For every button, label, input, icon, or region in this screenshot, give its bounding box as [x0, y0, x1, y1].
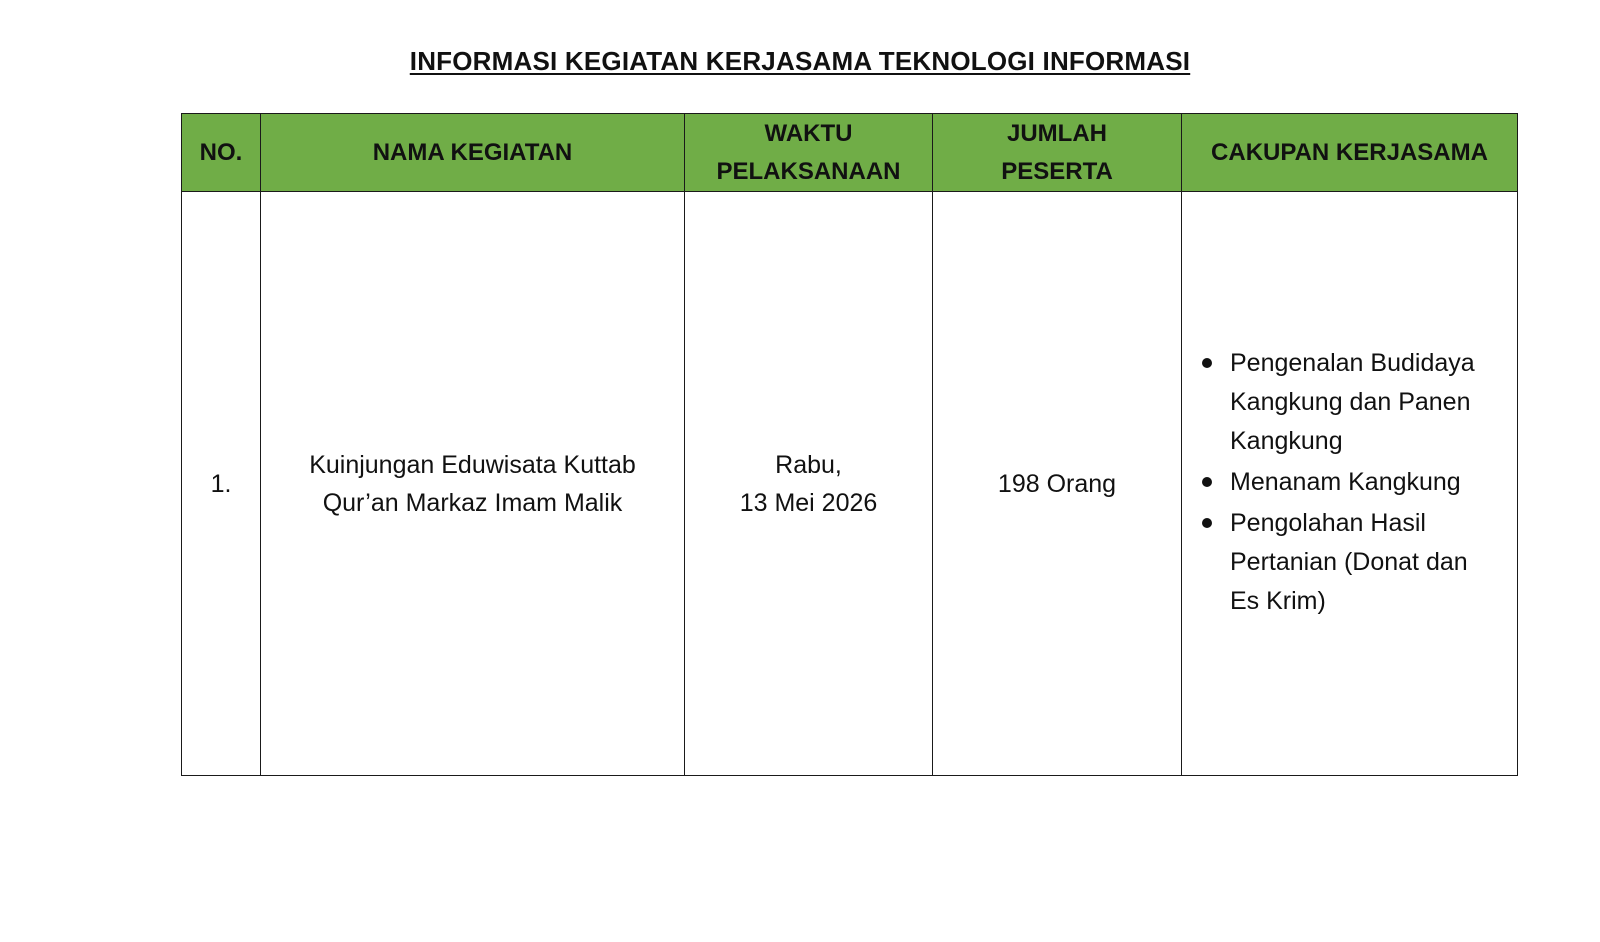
header-row — [182, 114, 1518, 192]
bullet-icon — [1202, 518, 1212, 528]
scope-item-1-line1: Pengenalan Budidaya — [1230, 349, 1475, 377]
scope-list — [1200, 344, 1509, 621]
header-jumlah-peserta — [933, 114, 1182, 192]
cell-jumlah-peserta: 198 Orang — [933, 192, 1182, 776]
scope-item-1-line3: Kangkung — [1230, 427, 1343, 455]
header-nama-kegiatan: NAMA KEGIATAN — [261, 114, 685, 192]
header-jumlah-line1: JUMLAH — [1007, 119, 1107, 147]
cell-nama-kegiatan — [261, 192, 685, 776]
list-item — [1200, 463, 1509, 502]
waktu-date: 13 Mei 2026 — [739, 488, 878, 517]
scope-item-3-line3: Es Krim) — [1230, 587, 1326, 615]
list-item — [1200, 344, 1509, 461]
cell-no: 1. — [182, 192, 261, 776]
header-jumlah-line2: PESERTA — [1001, 157, 1113, 185]
activity-table — [181, 113, 1518, 776]
cell-cakupan-kerjasama — [1182, 192, 1518, 776]
document-title: INFORMASI KEGIATAN KERJASAMA TEKNOLOGI INFORMASI — [409, 46, 1191, 76]
table-row — [182, 192, 1518, 776]
header-waktu-line2: PELAKSANAAN — [716, 157, 901, 185]
list-item — [1200, 504, 1509, 621]
header-waktu-line1: WAKTU — [764, 119, 853, 147]
scope-item-3-line2: Pertanian (Donat dan — [1230, 548, 1468, 576]
bullet-icon — [1202, 358, 1212, 368]
header-cakupan-kerjasama: CAKUPAN KERJASAMA — [1182, 114, 1518, 192]
scope-item-2-line1: Menanam Kangkung — [1230, 468, 1461, 496]
header-no: NO. — [182, 114, 261, 192]
nama-line1: Kuinjungan Eduwisata Kuttab — [309, 450, 636, 479]
waktu-day: Rabu, — [775, 450, 842, 479]
scope-item-3-line1: Pengolahan Hasil — [1230, 509, 1426, 537]
table-header — [182, 114, 1518, 192]
nama-line2: Qur’an Markaz Imam Malik — [322, 488, 623, 517]
cell-waktu-pelaksanaan — [685, 192, 933, 776]
scope-item-1-line2: Kangkung dan Panen — [1230, 388, 1471, 416]
bullet-icon — [1202, 477, 1212, 487]
header-waktu-pelaksanaan — [685, 114, 933, 192]
